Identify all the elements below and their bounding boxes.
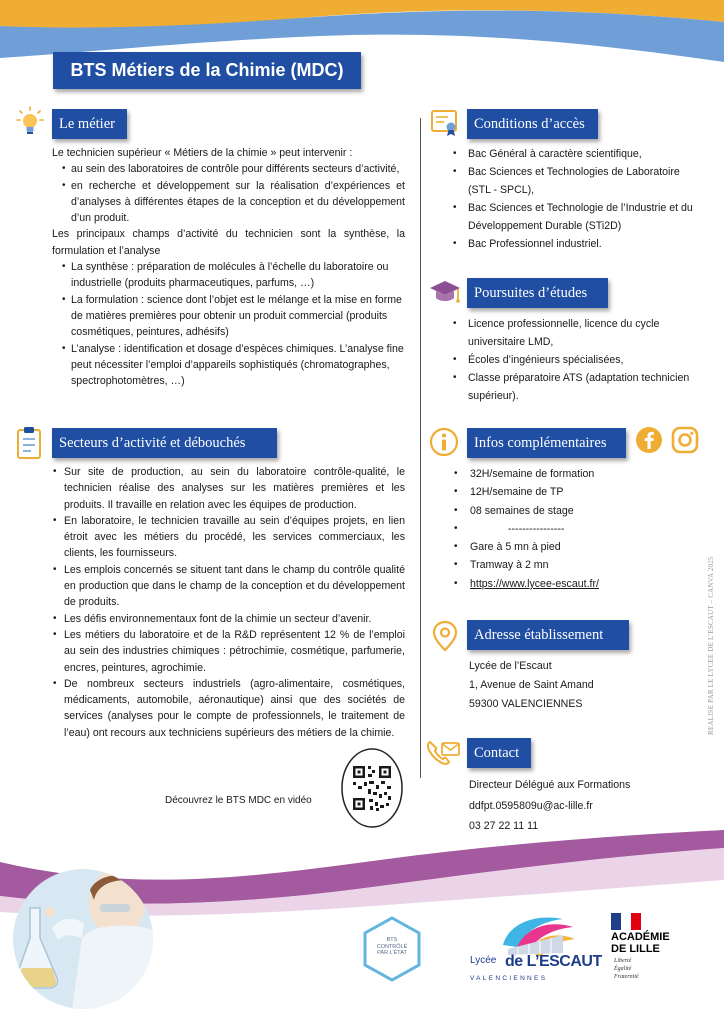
website-link[interactable]: https://www.lycee-escaut.fr/ [470, 577, 599, 590]
list-item: • Les emplois concernés se situent tant dans le champ du contrôle qualité en production que dans le champ de la conception et du développement de produits. [51, 562, 405, 611]
facebook-icon[interactable] [635, 426, 663, 454]
list-item: • 12H/semaine de TP [453, 483, 703, 501]
lycee-logo-name: de L’ESCAUT [505, 953, 602, 970]
poursuites-list [452, 315, 702, 405]
column-divider [420, 118, 421, 778]
list-item: • Licence professionnelle, licence du cycle universitaire LMD, [452, 315, 702, 351]
video-caption: Découvrez le BTS MDC en vidéo [165, 795, 312, 806]
lightbulb-icon [16, 106, 44, 138]
list-item: • De nombreux secteurs industriels (agro-alimentaire, cosmétiques, médicaments, automobile, aéronautique) ainsi que des sociétés de services (analyses pour le compte de professionnels, le traitement de l’eau) ont recours aux techniciens supérieurs des métiers de la chimie. [51, 676, 405, 741]
contact-phone: 03 27 22 11 11 [469, 820, 539, 832]
list-item: • Les défis environnementaux font de la chimie un secteur d’avenir. [51, 611, 405, 627]
list-item: • ---------------- [453, 520, 703, 538]
list-item: • Bac Sciences et Technologie de l’Industrie et du Développement Durable (STi2D) [452, 199, 702, 235]
graduation-cap-icon [428, 278, 462, 306]
clipboard-icon [16, 426, 42, 460]
side-credit-text: REALISE PAR LE LYCEE DE L’ESCAUT – CANVA 2025 [707, 556, 715, 735]
list-item: • Tramway à 2 mn [453, 556, 703, 574]
contact-line: Directeur Délégué aux Formations [469, 779, 631, 791]
list-item: • Gare à 5 mn à pied [453, 538, 703, 556]
list-item: • au sein des laboratoires de contrôle pour différents secteurs d’activité, [52, 161, 405, 177]
section-header-adresse: Adresse établissement [467, 620, 629, 650]
adresse-line: 1, Avenue de Saint Amand [469, 679, 594, 691]
contact-email[interactable]: ddfpt.0595809u@ac-lille.fr [469, 799, 593, 812]
section-header-infos: Infos complémentaires [467, 428, 626, 458]
section-header-poursuites: Poursuites d’études [467, 278, 608, 308]
list-item: • Classe préparatoire ATS (adaptation technicien supérieur). [452, 369, 702, 405]
list-item: • En laboratoire, le technicien travaille au sein d’équipes projets, en lien étroit avec les métiers du procédé, les services commerciaux, les clients, les fournisseurs. [51, 513, 405, 562]
section-header-contact: Contact [467, 738, 531, 768]
list-item: • Les métiers du laboratoire et de la R&D représentent 12 % de l’emploi au sein des industries chimiques : pétrochimie, cosmétique, parfumerie, encres, peintures, agrochimie. [51, 627, 405, 676]
secteurs-list [51, 464, 405, 741]
metier-fields-intro: Les principaux champs d’activité du technicien sont la synthèse, la formulation et l’analyse [52, 228, 405, 257]
section-header-conditions: Conditions d’accès [467, 109, 598, 139]
adresse-line: Lycée de l’Escaut [469, 660, 552, 672]
section-header-secteurs: Secteurs d’activité et débouchés [52, 428, 277, 458]
list-item: • Bac Sciences et Technologies de Laboratoire (STL - SPCL), [452, 163, 702, 199]
academie-name: ACADÉMIE DE LILLE [611, 931, 670, 955]
metier-content [52, 145, 405, 389]
infos-list [453, 465, 703, 593]
list-item: • Écoles d’ingénieurs spécialisées, [452, 351, 702, 369]
info-icon [429, 427, 459, 457]
republic-motto: Liberté Égalité Fraternité [614, 958, 639, 980]
adresse-line: 59300 VALENCIENNES [469, 698, 583, 710]
certificate-icon [430, 108, 460, 138]
lycee-logo-small-text: Lycée [470, 955, 497, 966]
lycee-logo-city: VALENCIENNES [470, 975, 548, 982]
metier-intro: Le technicien supérieur « Métiers de la chimie » peut intervenir : [52, 147, 353, 159]
marianne-flag-icon [611, 913, 641, 930]
page-title: BTS Métiers de la Chimie (MDC) [53, 52, 361, 89]
bts-badge-text: BTS CONTRÔLÉ PAR L’ÉTAT [376, 937, 408, 956]
metier-contexts-list [52, 161, 405, 226]
list-item: • 08 semaines de stage [453, 502, 703, 520]
list-item: • en recherche et développement sur la réalisation d’expériences et d’analyses à différentes étapes de la conception et du développement d’un produit. [52, 178, 405, 227]
list-item: • La synthèse : préparation de molécules à l’échelle du laboratoire ou industrielle (produits pharmaceutiques, parfums, …) [52, 259, 405, 292]
phone-mail-icon [425, 738, 461, 768]
list-item: • L’analyse : identification et dosage d’espèces chimiques. L’analyse fine peut nécessiter l’emploi d’appareils sophistiqués (chromatographes, spectrophotomètres, …) [52, 341, 405, 390]
list-item: • 32H/semaine de formation [453, 465, 703, 483]
lab-photo-image [12, 868, 154, 1010]
section-header-metier: Le métier [52, 109, 127, 139]
secteurs-content [51, 464, 405, 741]
instagram-icon[interactable] [671, 426, 699, 454]
adresse-content [469, 657, 699, 714]
list-item: • La formulation : science dont l’objet est le mélange et la mise en forme de matières premières pour obtenir un produit commercial (produits cosmétiques, peintures, adhésifs) [52, 292, 405, 341]
conditions-list [452, 145, 702, 253]
conditions-content [452, 145, 702, 253]
poursuites-content [452, 315, 702, 405]
lycee-escaut-logo [463, 905, 578, 985]
list-item-link [453, 575, 703, 593]
list-item: • Bac Professionnel industriel. [452, 235, 702, 253]
infos-content [453, 465, 703, 593]
metier-fields-list [52, 259, 405, 389]
list-item: • Bac Général à caractère scientifique, [452, 145, 702, 163]
list-item: • Sur site de production, au sein du laboratoire contrôle-qualité, le technicien réalise des analyses sur les matières premières et les produits. Il travaille en relation avec les équipes de production. [51, 464, 405, 513]
location-pin-icon [431, 620, 459, 652]
